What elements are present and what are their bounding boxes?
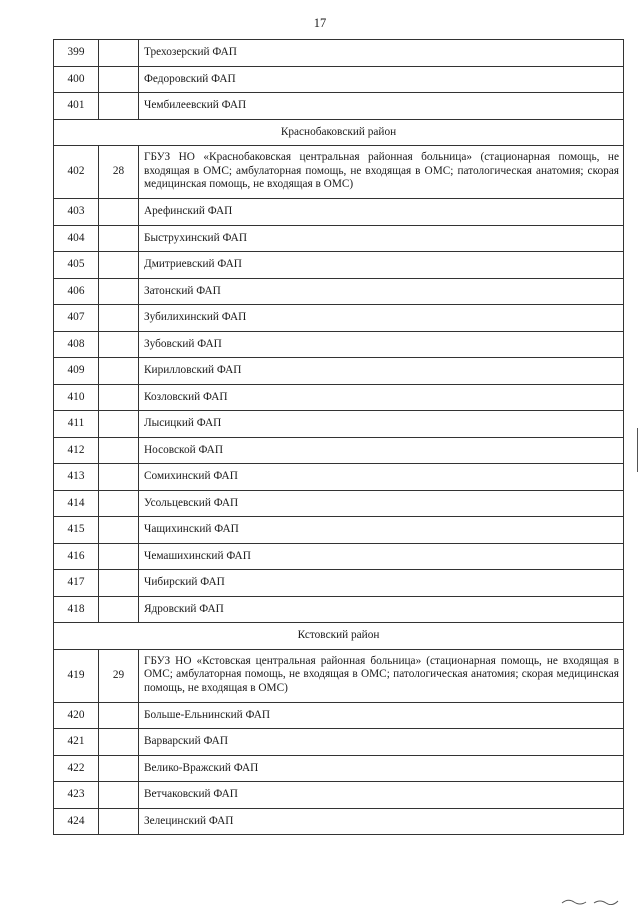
table-row [54, 729, 624, 756]
row-number: 400 [54, 66, 99, 93]
row-code: 28 [99, 146, 139, 199]
facility-name: Лысицкий ФАП [139, 411, 624, 438]
row-code [99, 66, 139, 93]
table-row [54, 596, 624, 623]
facility-name: Федоровский ФАП [139, 66, 624, 93]
table-row [54, 358, 624, 385]
facility-name: Чащихинский ФАП [139, 517, 624, 544]
table-row [54, 782, 624, 809]
row-code [99, 437, 139, 464]
facility-name: Чибирский ФАП [139, 570, 624, 597]
row-number: 410 [54, 384, 99, 411]
facility-name: Сомихинский ФАП [139, 464, 624, 491]
row-number: 408 [54, 331, 99, 358]
row-code [99, 93, 139, 120]
row-number: 404 [54, 225, 99, 252]
row-code [99, 517, 139, 544]
row-number: 417 [54, 570, 99, 597]
facility-name: Ветчаковский ФАП [139, 782, 624, 809]
row-code [99, 305, 139, 332]
table-row [54, 543, 624, 570]
row-code [99, 570, 139, 597]
table-row [54, 199, 624, 226]
facility-name: Велико-Вражский ФАП [139, 755, 624, 782]
table-row [54, 40, 624, 67]
table-row [54, 702, 624, 729]
table-row [54, 93, 624, 120]
corner-scribble [560, 897, 620, 905]
facility-name: Зубилихинский ФАП [139, 305, 624, 332]
row-code [99, 384, 139, 411]
row-number: 403 [54, 199, 99, 226]
row-code [99, 464, 139, 491]
row-code [99, 702, 139, 729]
row-number: 424 [54, 808, 99, 835]
row-number: 418 [54, 596, 99, 623]
table-row [54, 411, 624, 438]
district-name: Кстовский район [54, 623, 624, 650]
row-number: 411 [54, 411, 99, 438]
facility-name: Больше-Ельнинский ФАП [139, 702, 624, 729]
table-row [54, 437, 624, 464]
facility-name: Быструхинский ФАП [139, 225, 624, 252]
table-row [54, 384, 624, 411]
row-number: 422 [54, 755, 99, 782]
facility-name: Носовской ФАП [139, 437, 624, 464]
facility-name: Ядровский ФАП [139, 596, 624, 623]
page-number: 17 [313, 16, 327, 30]
facility-name: Кирилловский ФАП [139, 358, 624, 385]
table-row [54, 490, 624, 517]
facility-name: Зелецинский ФАП [139, 808, 624, 835]
row-number: 401 [54, 93, 99, 120]
row-number: 416 [54, 543, 99, 570]
row-number: 407 [54, 305, 99, 332]
row-code [99, 358, 139, 385]
facilities-table [53, 39, 624, 835]
row-number: 399 [54, 40, 99, 67]
row-number: 406 [54, 278, 99, 305]
table-row [54, 464, 624, 491]
row-number: 402 [54, 146, 99, 199]
district-header-row [54, 623, 624, 650]
row-number: 409 [54, 358, 99, 385]
row-code [99, 199, 139, 226]
table-row [54, 808, 624, 835]
scan-edge-mark [637, 428, 638, 472]
row-code [99, 490, 139, 517]
table-row [54, 331, 624, 358]
district-name: Краснобаковский район [54, 119, 624, 146]
table-row [54, 570, 624, 597]
row-number: 420 [54, 702, 99, 729]
row-code [99, 278, 139, 305]
row-code [99, 225, 139, 252]
facility-name: Чемашихинский ФАП [139, 543, 624, 570]
row-number: 413 [54, 464, 99, 491]
row-code [99, 782, 139, 809]
hospital-row [54, 146, 624, 199]
row-number: 421 [54, 729, 99, 756]
table-row [54, 278, 624, 305]
row-code [99, 729, 139, 756]
row-number: 414 [54, 490, 99, 517]
table-row [54, 517, 624, 544]
row-number: 423 [54, 782, 99, 809]
facility-name: ГБУЗ НО «Кстовская центральная районная больница» (стационарная помощь, не входящая в ОМС; амбулаторная помощь, не входящая в ОМС; патологическая анатомия; скорая медицинская помощь, не входящая в ОМС) [139, 649, 624, 702]
row-number: 419 [54, 649, 99, 702]
table-row [54, 252, 624, 279]
row-code [99, 331, 139, 358]
row-code [99, 411, 139, 438]
facility-name: Усольцевский ФАП [139, 490, 624, 517]
row-code [99, 755, 139, 782]
district-header-row [54, 119, 624, 146]
facility-name: Козловский ФАП [139, 384, 624, 411]
facility-name: Трехозерский ФАП [139, 40, 624, 67]
row-number: 415 [54, 517, 99, 544]
row-code [99, 543, 139, 570]
row-code [99, 252, 139, 279]
facility-name: Варварский ФАП [139, 729, 624, 756]
facility-name: Арефинский ФАП [139, 199, 624, 226]
table-row [54, 225, 624, 252]
row-code [99, 808, 139, 835]
row-code [99, 40, 139, 67]
row-code [99, 596, 139, 623]
facility-name: Зубовский ФАП [139, 331, 624, 358]
facility-name: Затонский ФАП [139, 278, 624, 305]
row-number: 405 [54, 252, 99, 279]
table-row [54, 755, 624, 782]
hospital-row [54, 649, 624, 702]
facility-name: ГБУЗ НО «Краснобаковская центральная районная больница» (стационарная помощь, не входящая в ОМС; амбулаторная помощь, не входящая в ОМС; патологическая анатомия; скорая медицинская помощь, не входящая в ОМС) [139, 146, 624, 199]
row-number: 412 [54, 437, 99, 464]
facility-name: Дмитриевский ФАП [139, 252, 624, 279]
facility-name: Чембилеевский ФАП [139, 93, 624, 120]
table-row [54, 66, 624, 93]
table-row [54, 305, 624, 332]
row-code: 29 [99, 649, 139, 702]
